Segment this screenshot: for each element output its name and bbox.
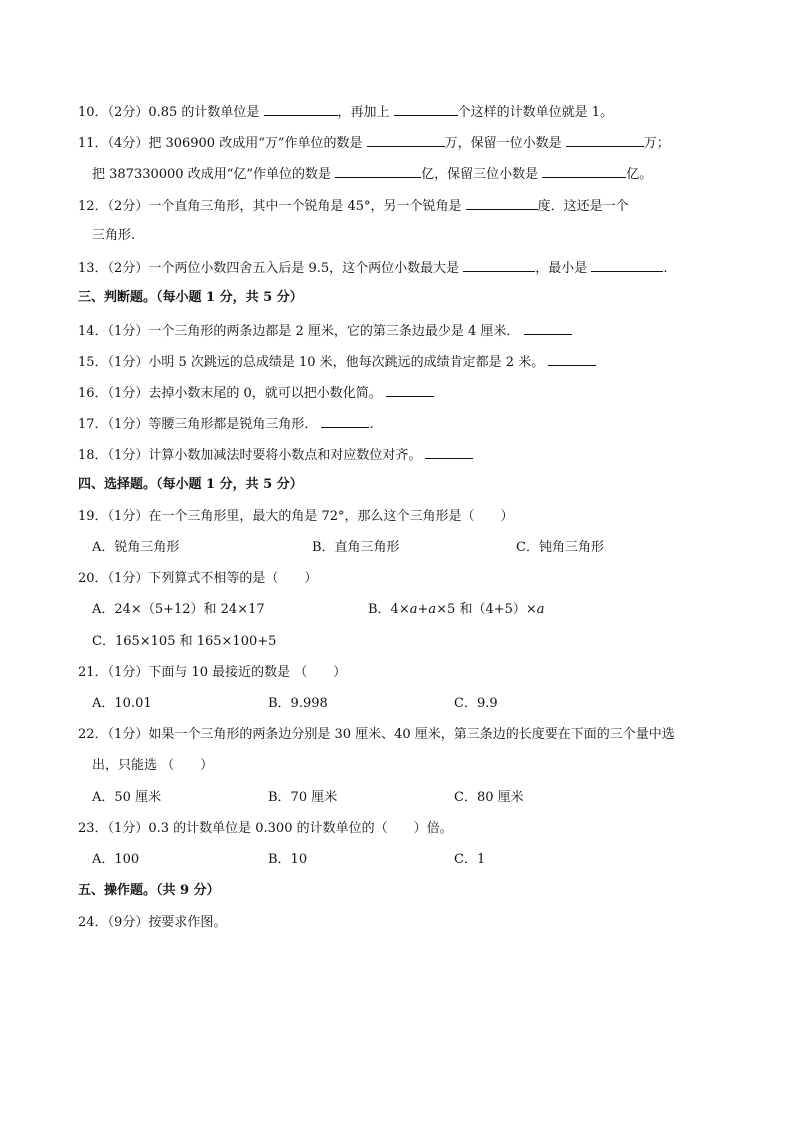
option-c[interactable]: C．9.9	[454, 696, 498, 711]
option-a[interactable]: A．10.01	[92, 696, 152, 711]
variable-a: a	[536, 602, 545, 617]
option-c[interactable]: C．165×105 和 165×100+5	[92, 634, 277, 649]
answer-blank[interactable]	[542, 164, 626, 178]
section-heading-choice: 四、选择题。（每小题 1 分，共 5 分）	[78, 477, 303, 492]
q17-text-2: .	[369, 417, 374, 432]
question-11-line-2	[92, 164, 652, 184]
answer-blank[interactable]	[264, 102, 338, 116]
q12-text-3: 三角形.	[92, 228, 136, 243]
option-b[interactable]	[368, 601, 545, 619]
answer-blank[interactable]	[425, 445, 473, 459]
option-b[interactable]: B．直角三角形	[312, 540, 400, 555]
option-b[interactable]: B．10	[268, 852, 308, 867]
option-a[interactable]: A．50 厘米	[92, 790, 162, 805]
question-20: 20．（1分）下列算式不相等的是（ ）	[78, 571, 318, 586]
question-23: 23．（1分）0.3 的计数单位是 0.300 的计数单位的（ ）倍。	[78, 821, 453, 836]
section-heading-operation: 五、操作题。（共 9 分）	[78, 883, 220, 898]
variable-a: a	[409, 602, 418, 617]
question-19: 19．（1分）在一个三角形里，最大的角是 72°，那么这个三角形是（ ）	[78, 509, 514, 524]
option-c[interactable]: C．1	[454, 852, 486, 867]
option-b[interactable]: B．70 厘米	[268, 790, 338, 805]
answer-blank[interactable]	[524, 321, 572, 335]
q13-text-1: 13．（2分）一个两位小数四舍五入后是 9.5，这个两位小数最大是	[78, 261, 464, 276]
q11-text-6: 亿。	[626, 167, 653, 182]
q16-text: 16．（1分）去掉小数末尾的 0，就可以把小数化简。	[78, 386, 382, 401]
question-12-line-2	[92, 227, 135, 245]
q11-text-3: 万；	[643, 136, 670, 151]
question-10	[78, 102, 613, 122]
question-16	[78, 383, 434, 403]
answer-blank[interactable]	[548, 352, 596, 366]
question-24: 24．（9分）按要求作图。	[78, 915, 227, 930]
option-b-text-2: +	[417, 602, 429, 617]
question-22-options	[92, 789, 524, 807]
q10-text-3: 个这样的计数单位就是 1。	[457, 105, 614, 120]
answer-blank[interactable]	[591, 258, 663, 272]
q11-text-1: 11．（4分）把 306900 改成用“万”作单位的数是	[78, 136, 367, 151]
answer-blank[interactable]	[386, 383, 434, 397]
answer-blank[interactable]	[321, 414, 369, 428]
question-17	[78, 414, 374, 434]
option-b-text-1: B．4×	[368, 602, 410, 617]
q14-text: 14．（1分）一个三角形的两条边都是 2 厘米，它的第三条边最少是 4 厘米．	[78, 324, 520, 339]
q11-text-2: 万，保留一位小数是	[444, 136, 566, 151]
question-21-options	[92, 695, 498, 713]
q12-text-1: 12．（2分）一个直角三角形，其中一个锐角是 45°，另一个锐角是	[78, 199, 466, 214]
q10-text-1: 10．（2分）0.85 的计数单位是	[78, 105, 264, 120]
question-20-options-row-1	[92, 601, 545, 619]
answer-blank[interactable]	[394, 102, 458, 116]
q11-text-4: 把 387330000 改成用“亿”作单位的数是	[92, 167, 336, 182]
answer-blank[interactable]	[367, 133, 445, 147]
question-22-line-1: 22．（1分）如果一个三角形的两条边分别是 30 厘米、40 厘米，第三条边的长度要在下面的三个量中选	[78, 727, 675, 742]
question-13	[78, 258, 668, 278]
question-18	[78, 445, 473, 465]
question-23-options	[92, 851, 485, 869]
option-c[interactable]: C．80 厘米	[454, 790, 524, 805]
q17-text: 17．（1分）等腰三角形都是锐角三角形．	[78, 417, 318, 432]
question-20-options-row-2	[92, 633, 276, 651]
question-11-line-1	[78, 133, 670, 153]
question-12-line-1	[78, 196, 629, 216]
q13-text-2: ，最小是	[535, 261, 592, 276]
question-21: 21．（1分）下面与 10 最接近的数是 （ ）	[78, 665, 347, 680]
question-15	[78, 352, 596, 372]
option-b[interactable]: B．9.998	[268, 696, 328, 711]
answer-blank[interactable]	[566, 133, 644, 147]
option-a[interactable]: A．锐角三角形	[92, 540, 180, 555]
question-19-options	[92, 539, 604, 557]
q18-text: 18．（1分）计算小数加减法时要将小数点和对应数位对齐。	[78, 448, 422, 463]
answer-blank[interactable]	[466, 196, 538, 210]
q15-text: 15．（1分）小明 5 次跳远的总成绩是 10 米，他每次跳远的成绩肯定都是 2 米。	[78, 355, 545, 370]
option-c[interactable]: C．钝角三角形	[516, 540, 604, 555]
option-b-text-3: ×5 和（4+5）×	[436, 602, 537, 617]
variable-a: a	[428, 602, 437, 617]
q13-text-3: .	[663, 261, 668, 276]
answer-blank[interactable]	[463, 258, 535, 272]
section-heading-judgment: 三、判断题。（每小题 1 分，共 5 分）	[78, 290, 303, 305]
q11-text-5: 亿，保留三位小数是	[421, 167, 543, 182]
q10-text-2: ，再加上	[337, 105, 394, 120]
option-a[interactable]: A．100	[92, 852, 140, 867]
question-14	[78, 321, 572, 341]
q12-text-2: 度．这还是一个	[537, 199, 629, 214]
question-22-line-2: 出，只能选 （ ）	[92, 758, 214, 773]
option-a[interactable]: A．24×（5+12）和 24×17	[92, 602, 265, 617]
answer-blank[interactable]	[335, 164, 421, 178]
